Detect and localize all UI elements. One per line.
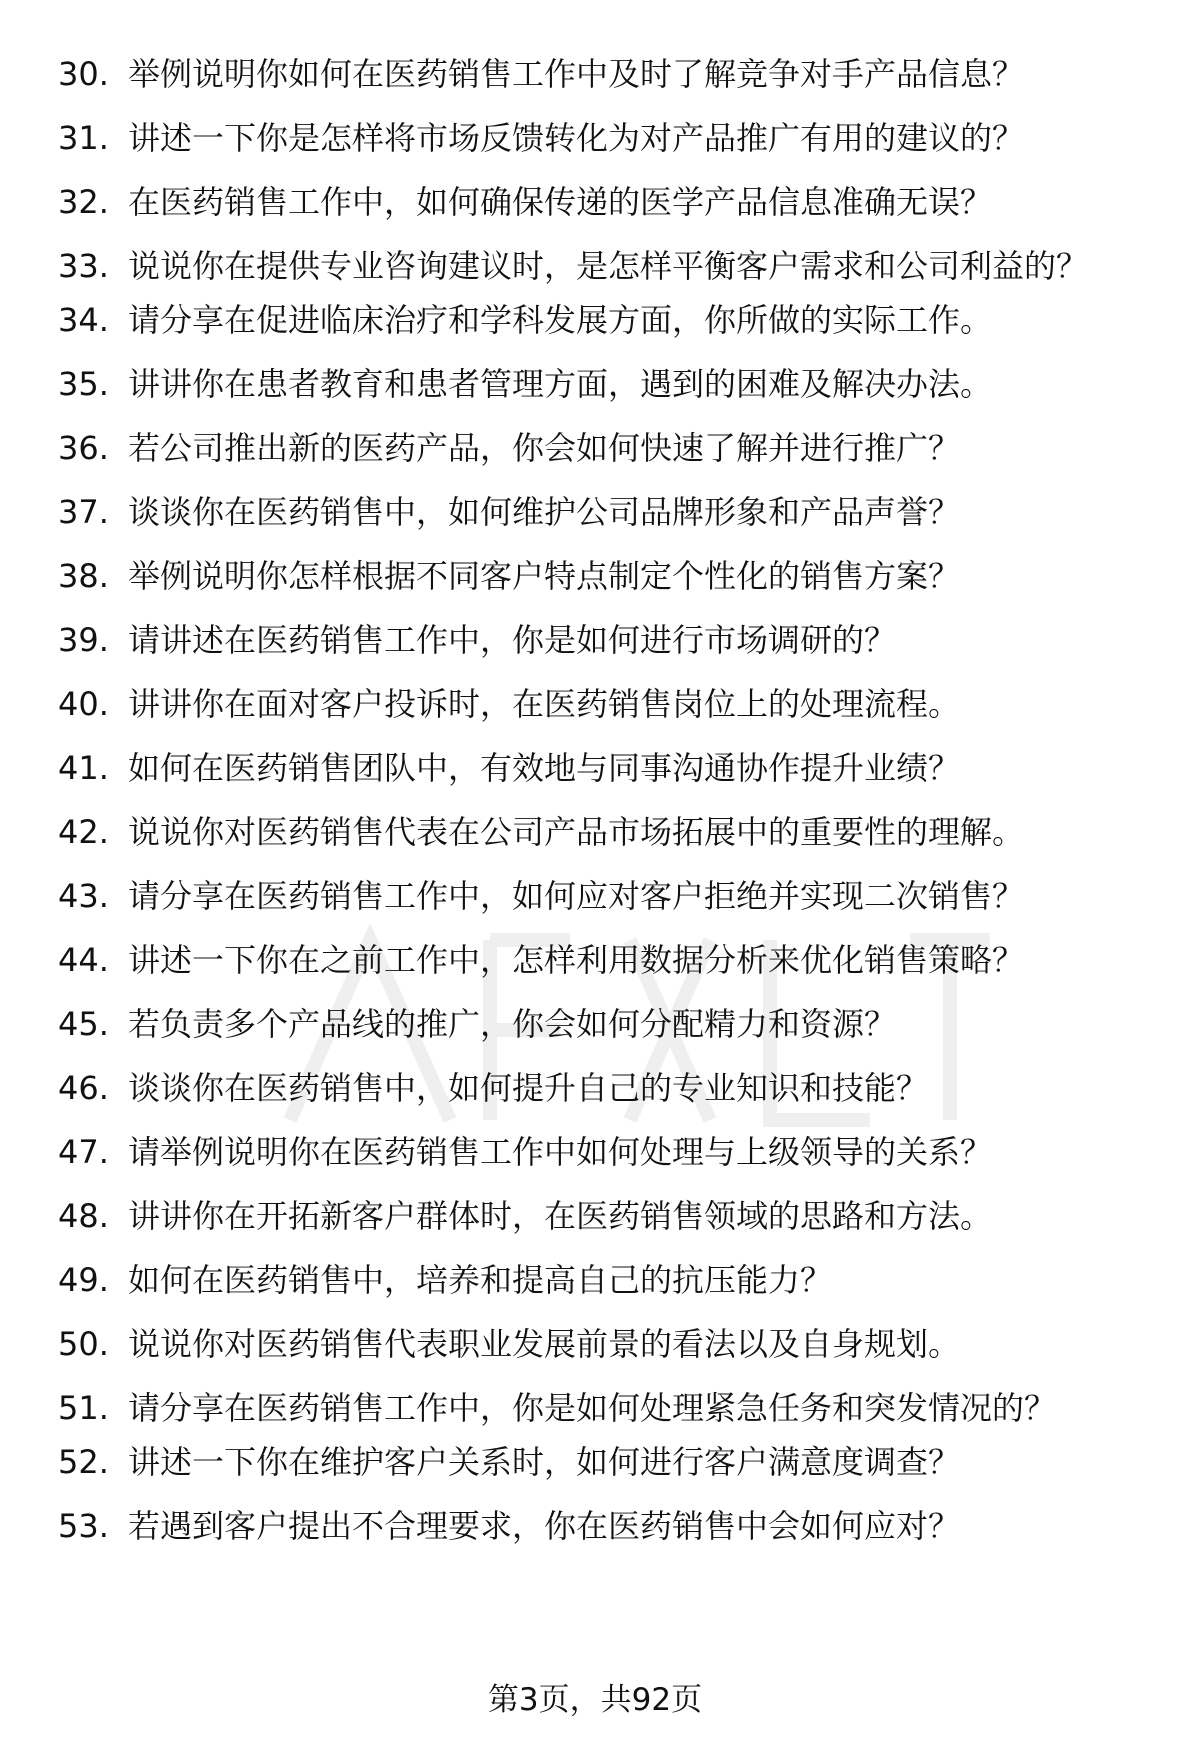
question-text: 讲讲你在面对客户投诉时，在医药销售岗位上的处理流程。 xyxy=(128,685,961,723)
question-number: 42. xyxy=(58,813,109,851)
question-number: 40. xyxy=(58,685,109,723)
question-number: 46. xyxy=(58,1069,109,1107)
question-number: 38. xyxy=(58,557,109,595)
question-text: 若负责多个产品线的推广，你会如何分配精力和资源？ xyxy=(128,1005,897,1043)
question-text: 谈谈你在医药销售中，如何提升自己的专业知识和技能？ xyxy=(128,1069,929,1107)
question-text: 讲述一下你在维护客户关系时，如何进行客户满意度调查？ xyxy=(128,1443,961,1481)
question-number: 44. xyxy=(58,941,109,979)
question-text: 讲述一下你在之前工作中，怎样利用数据分析来优化销售策略？ xyxy=(128,941,1025,979)
question-number: 53. xyxy=(58,1507,109,1545)
question-number: 43. xyxy=(58,877,109,915)
question-number: 48. xyxy=(58,1197,109,1235)
list-item xyxy=(58,618,1158,662)
list-item xyxy=(58,554,1158,598)
question-text: 讲讲你在患者教育和患者管理方面，遇到的困难及解决办法。 xyxy=(128,365,993,403)
question-text: 谈谈你在医药销售中，如何维护公司品牌形象和产品声誉？ xyxy=(128,493,961,531)
question-text: 请分享在医药销售工作中，你是如何处理紧急任务和突发情况的？ xyxy=(128,1389,1057,1427)
list-item xyxy=(58,180,1158,224)
question-text: 在医药销售工作中，如何确保传递的医学产品信息准确无误？ xyxy=(128,183,993,221)
question-number: 45. xyxy=(58,1005,109,1043)
list-item xyxy=(58,938,1158,982)
question-text: 说说你对医药销售代表职业发展前景的看法以及自身规划。 xyxy=(128,1325,961,1363)
question-number: 37. xyxy=(58,493,109,531)
question-number: 49. xyxy=(58,1261,109,1299)
page-number: 第3页，共92页 xyxy=(487,1682,703,1718)
question-text: 若遇到客户提出不合理要求，你在医药销售中会如何应对？ xyxy=(128,1507,961,1545)
question-list xyxy=(58,52,1158,1568)
question-text: 说说你对医药销售代表在公司产品市场拓展中的重要性的理解。 xyxy=(128,813,1025,851)
question-text: 请讲述在医药销售工作中，你是如何进行市场调研的？ xyxy=(128,621,897,659)
question-number: 39. xyxy=(58,621,109,659)
question-text: 举例说明你怎样根据不同客户特点制定个性化的销售方案？ xyxy=(128,557,961,595)
question-number: 31. xyxy=(58,119,109,157)
list-item xyxy=(58,490,1158,534)
question-number: 33. xyxy=(58,247,109,285)
list-item xyxy=(58,1130,1158,1174)
question-number: 35. xyxy=(58,365,109,403)
list-item xyxy=(58,1440,1158,1484)
question-text: 请分享在医药销售工作中，如何应对客户拒绝并实现二次销售？ xyxy=(128,877,1025,915)
list-item xyxy=(58,1386,1158,1430)
list-item xyxy=(58,1194,1158,1238)
question-text: 如何在医药销售中，培养和提高自己的抗压能力？ xyxy=(128,1261,833,1299)
question-text: 举例说明你如何在医药销售工作中及时了解竞争对手产品信息？ xyxy=(128,55,1025,93)
list-item xyxy=(58,426,1158,470)
question-text: 如何在医药销售团队中，有效地与同事沟通协作提升业绩？ xyxy=(128,749,961,787)
question-number: 52. xyxy=(58,1443,109,1481)
list-item xyxy=(58,362,1158,406)
question-number: 34. xyxy=(58,301,109,339)
question-number: 50. xyxy=(58,1325,109,1363)
question-number: 51. xyxy=(58,1389,109,1427)
list-item xyxy=(58,810,1158,854)
list-item xyxy=(58,1066,1158,1110)
list-item xyxy=(58,1002,1158,1046)
list-item xyxy=(58,244,1158,288)
list-item xyxy=(58,52,1158,96)
question-number: 36. xyxy=(58,429,109,467)
list-item xyxy=(58,746,1158,790)
list-item xyxy=(58,874,1158,918)
question-number: 32. xyxy=(58,183,109,221)
question-text: 请举例说明你在医药销售工作中如何处理与上级领导的关系？ xyxy=(128,1133,993,1171)
list-item xyxy=(58,298,1158,342)
list-item xyxy=(58,1258,1158,1302)
question-number: 30. xyxy=(58,55,109,93)
question-number: 41. xyxy=(58,749,109,787)
question-text: 请分享在促进临床治疗和学科发展方面，你所做的实际工作。 xyxy=(128,301,993,339)
question-text: 讲讲你在开拓新客户群体时，在医药销售领域的思路和方法。 xyxy=(128,1197,993,1235)
question-text: 若公司推出新的医药产品，你会如何快速了解并进行推广？ xyxy=(128,429,961,467)
question-text: 说说你在提供专业咨询建议时，是怎样平衡客户需求和公司利益的？ xyxy=(128,247,1089,285)
list-item xyxy=(58,116,1158,160)
list-item xyxy=(58,682,1158,726)
list-item xyxy=(58,1322,1158,1366)
question-number: 47. xyxy=(58,1133,109,1171)
question-text: 讲述一下你是怎样将市场反馈转化为对产品推广有用的建议的？ xyxy=(128,119,1025,157)
list-item xyxy=(58,1504,1158,1548)
